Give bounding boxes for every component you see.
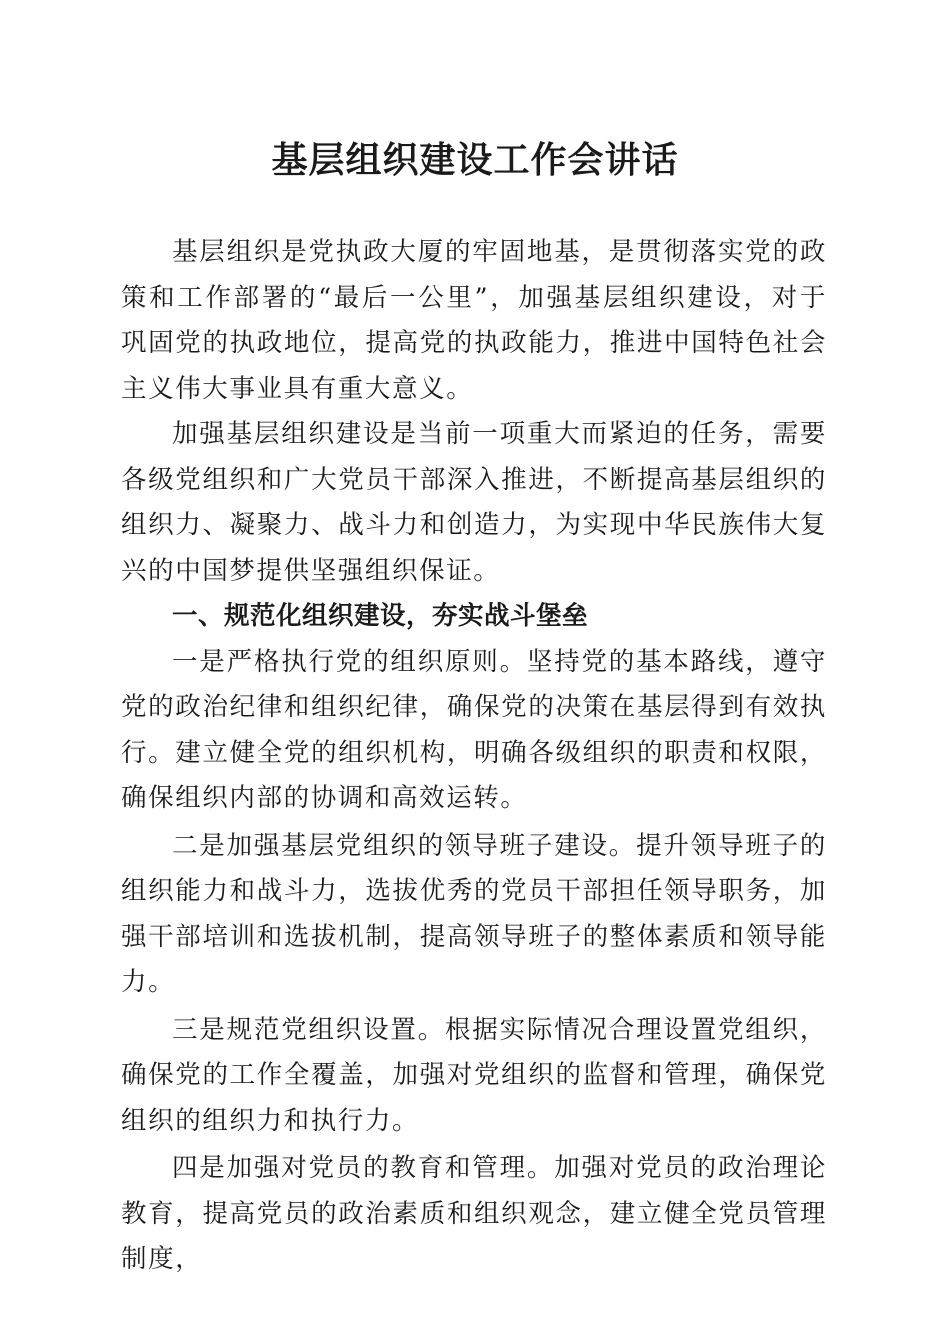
item-text: 加强对党员的政治理论教育，提高党员的政治素质和组织观念，建立健全党员管理制度，: [121, 1153, 827, 1274]
section-heading: 一、规范化组织建设，夯实战斗堡垒: [172, 601, 589, 631]
document-title: 基层组织建设工作会讲话: [271, 139, 679, 181]
list-item: [121, 1008, 827, 1145]
intro-paragraph-1: 基层组织是党执政大厦的牢固地基，是贯彻落实党的政策和工作部署的“最后一公里”，加强基层组织建设，对于巩固党的执政地位，提高党的执政能力，推进中国特色社会主义伟大事业具有重大意义。: [121, 237, 827, 404]
item-lead: 二是加强基层党组织的领导班子建设。: [172, 830, 637, 861]
item-text: 根据实际情况合理设置党组织，确保党的工作全覆盖，加强对党组织的监督和管理，确保党组织的组织力和执行力。: [121, 1014, 827, 1136]
item-text: 坚持党的基本路线，遵守党的政治纪律和组织纪律，确保党的决策在基层得到有效执行。建立健全党的组织机构，明确各级组织的职责和权限，确保组织内部的协调和高效运转。: [121, 646, 827, 813]
item-lead: 一是严格执行党的组织原则。: [172, 646, 527, 677]
item-lead: 三是规范党组织设置。: [172, 1014, 445, 1045]
item-lead: 四是加强对党员的教育和管理。: [172, 1153, 555, 1183]
list-item: [121, 824, 827, 1006]
item-text: 提升领导班子的组织能力和战斗力，选拔优秀的党员干部担任领导职务，加强干部培训和选拔机制，提高领导班子的整体素质和领导能力。: [121, 830, 828, 997]
document-body: [121, 230, 827, 1283]
list-item: [121, 1146, 827, 1283]
intro-paragraph-2: 加强基层组织建设是当前一项重大而紧迫的任务，需要各级党组织和广大党员干部深入推进，不断提高基层组织的组织力、凝聚力、战斗力和创造力，为实现中华民族伟大复兴的中国梦提供坚强组织保证。: [121, 419, 827, 586]
list-item: [121, 640, 827, 822]
